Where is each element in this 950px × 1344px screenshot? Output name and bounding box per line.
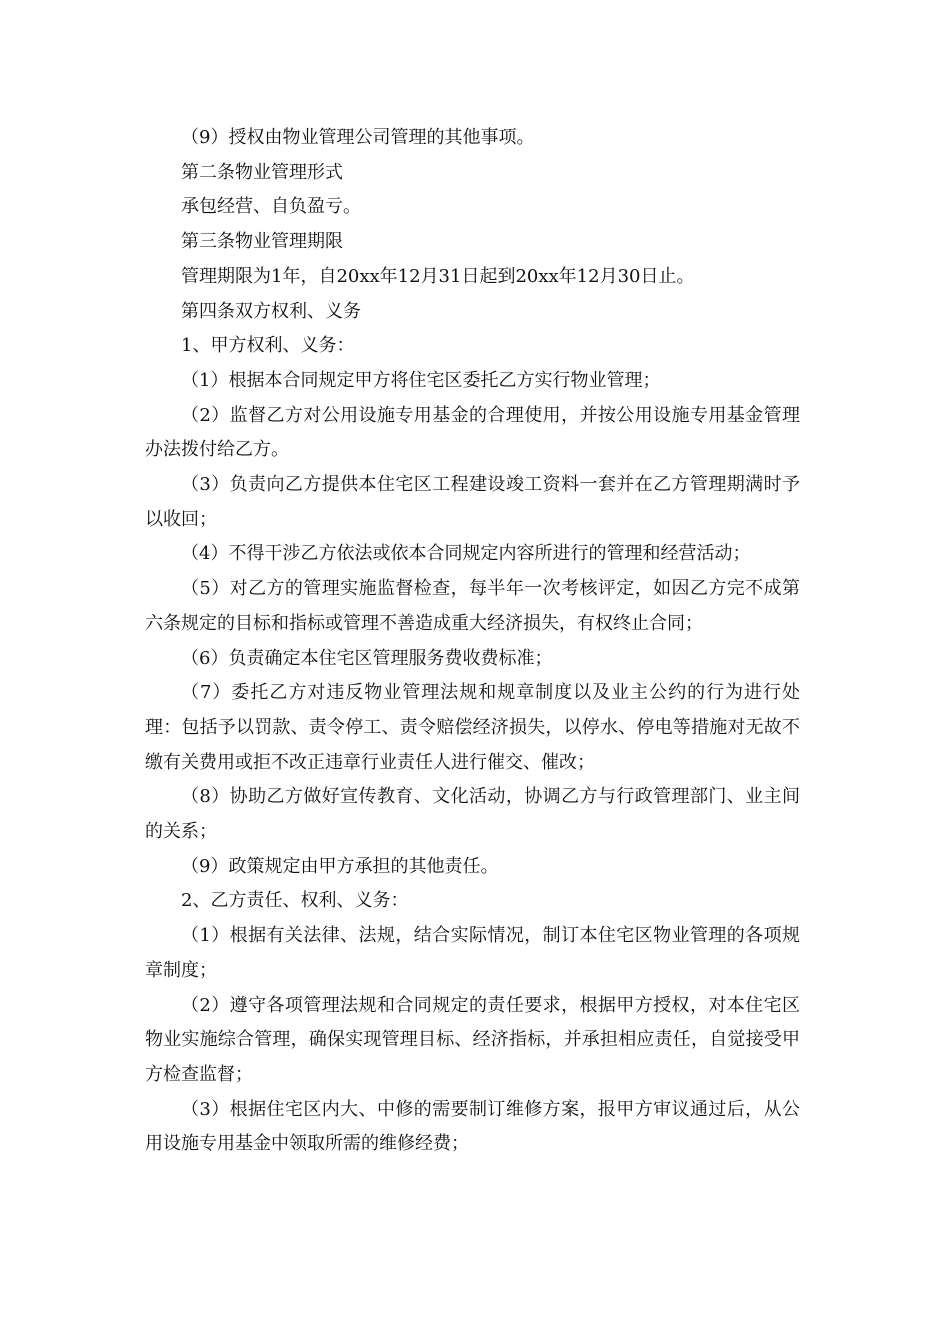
section-heading: 第二条物业管理形式 bbox=[181, 161, 343, 183]
list-item: （8）协助乙方做好宣传教育、文化活动，协调乙方与行政管理部门、业主间的关系； bbox=[145, 786, 800, 843]
list-item: （4）不得干涉乙方依法或依本合同规定内容所进行的管理和经营活动； bbox=[181, 543, 751, 565]
subsection-heading: 2、乙方责任、权利、义务： bbox=[181, 890, 409, 912]
paragraph: 承包经营、自负盈亏。 bbox=[181, 196, 361, 218]
list-item: （2）遵守各项管理法规和合同规定的责任要求，根据甲方授权，对本住宅区物业实施综合管理，确保实现管理目标、经济指标，并承担相应责任，自觉接受甲方检查监督； bbox=[145, 994, 800, 1085]
list-item: （2）监督乙方对公用设施专用基金的合理使用，并按公用设施专用基金管理办法拨付给乙方。 bbox=[145, 404, 800, 461]
list-item: （3）根据住宅区内大、中修的需要制订维修方案，报甲方审议通过后，从公用设施专用基金中领取所需的维修经费； bbox=[145, 1098, 800, 1155]
document-body bbox=[145, 121, 800, 1162]
paragraph: 管理期限为1年，自20xx年12月31日起到20xx年12月30日止。 bbox=[181, 265, 695, 287]
list-item: （1）根据有关法律、法规，结合实际情况，制订本住宅区物业管理的各项规章制度； bbox=[145, 925, 800, 981]
paragraph: （9）授权由物业管理公司管理的其他事项。 bbox=[181, 127, 535, 148]
section-heading: 第四条双方权利、义务 bbox=[181, 300, 361, 322]
list-item: （7）委托乙方对违反物业管理法规和规章制度以及业主公约的行为进行处理：包括予以罚款、责令停工、责令赔偿经济损失，以停水、停电等措施对无故不缴有关费用或拒不改正违章行业责任人进行催交、催改； bbox=[145, 682, 800, 773]
list-item: （5）对乙方的管理实施监督检查，每半年一次考核评定，如因乙方完不成第六条规定的目标和指标或管理不善造成重大经济损失，有权终止合同； bbox=[145, 578, 800, 634]
subsection-heading: 1、甲方权利、义务： bbox=[181, 335, 355, 357]
list-item: （1）根据本合同规定甲方将住宅区委托乙方实行物业管理； bbox=[181, 369, 661, 391]
list-item: （6）负责确定本住宅区管理服务费收费标准； bbox=[181, 647, 553, 669]
section-heading: 第三条物业管理期限 bbox=[181, 231, 343, 253]
list-item: （3）负责向乙方提供本住宅区工程建设竣工资料一套并在乙方管理期满时予以收回； bbox=[145, 474, 800, 530]
list-item: （9）政策规定由甲方承担的其他责任。 bbox=[181, 855, 499, 877]
